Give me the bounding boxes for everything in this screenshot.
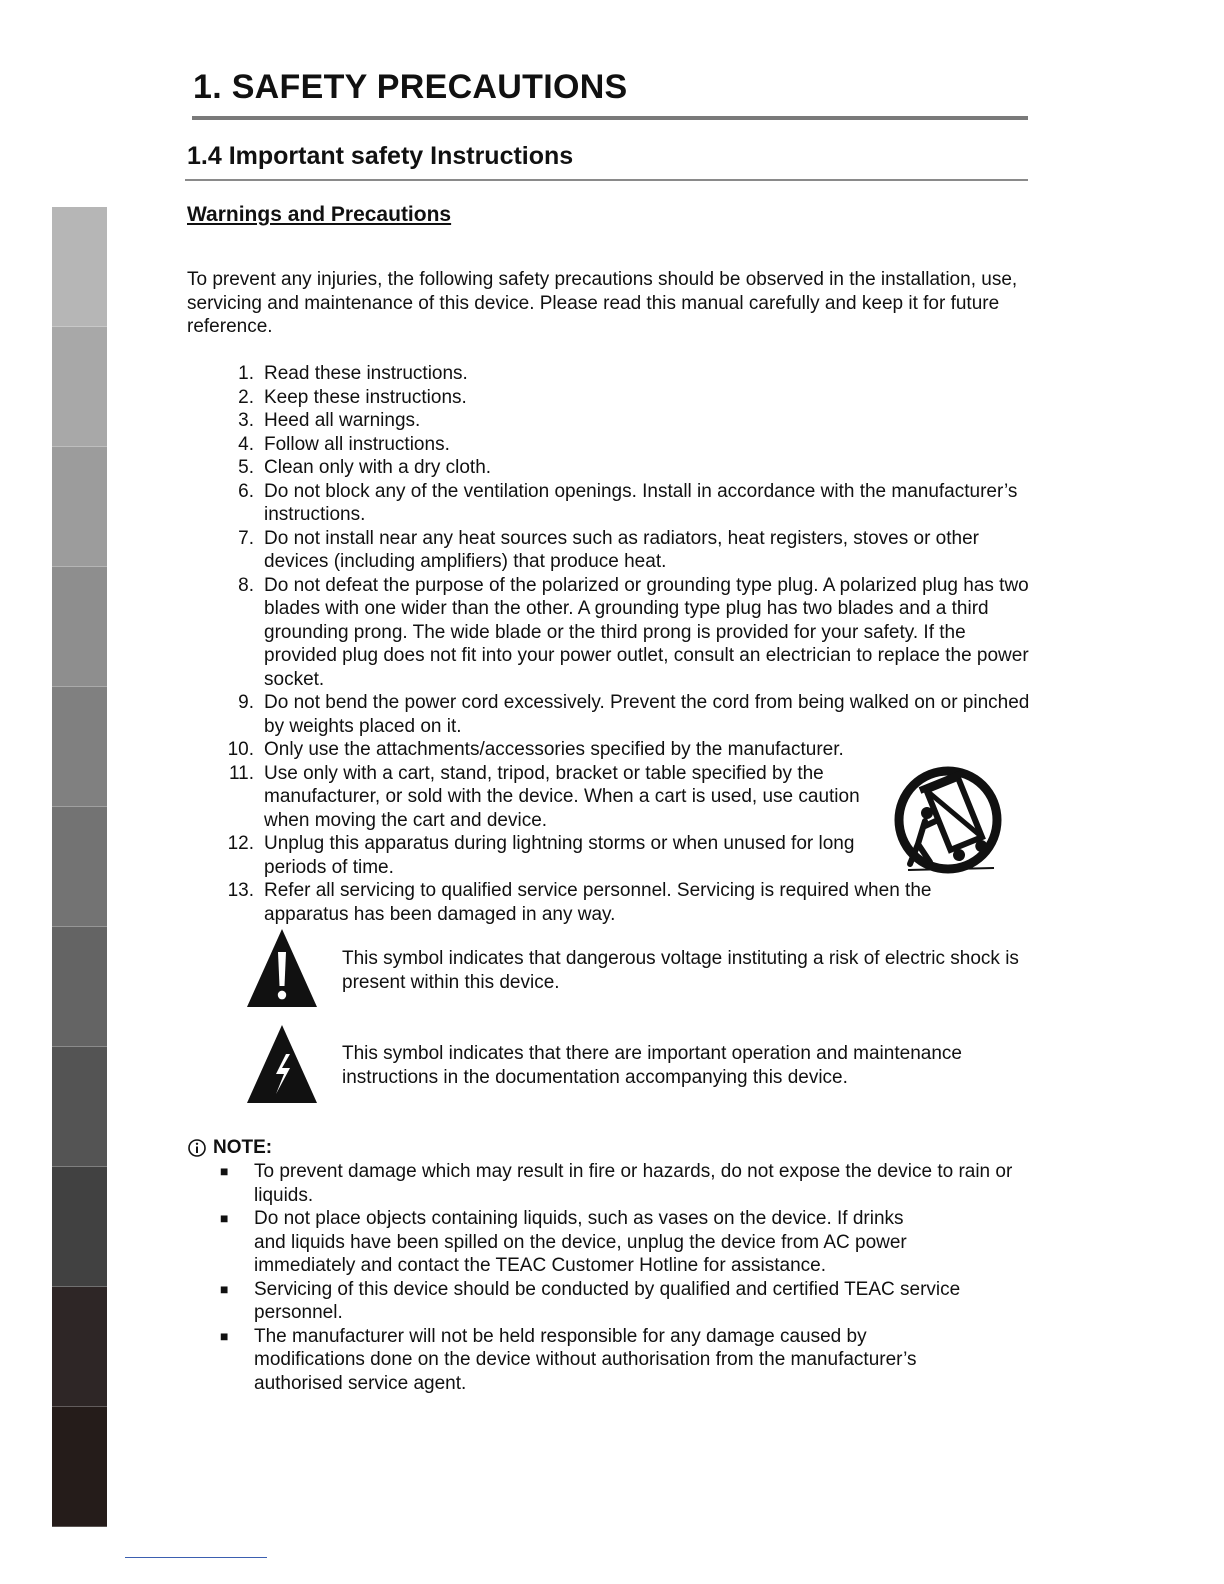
bullet-icon: ■ <box>220 1327 229 1344</box>
note-text: To prevent damage which may result in fire or hazards, do not expose the device to rain or liquids. <box>254 1161 1013 1206</box>
bullet-icon: ■ <box>220 1163 229 1179</box>
item-number: 3. <box>238 410 254 431</box>
side-tab-4 <box>52 567 107 687</box>
side-tab-3 <box>52 447 107 567</box>
item-number: 13. <box>227 880 254 901</box>
list-item <box>210 879 1040 926</box>
item-text: Do not defeat the purpose of the polarized or grounding type plug. A polarized plug has two blades with one wider than the other. A grounding type plug has two blades and a third grounding prong. The wide blade or the third prong is provided for your safety. If the provided plug does not fit into your power outlet, consult an electrician to replace the power socket. <box>264 574 1029 690</box>
note-text: The manufacturer will not be held responsible for any damage caused by modifications done on the device without authorisation from the manufacturer’s authorised service agent. <box>254 1325 917 1394</box>
item-text: Heed all warnings. <box>264 410 421 431</box>
list-item <box>210 362 1040 386</box>
note-list <box>216 1160 1026 1395</box>
item-text: Do not bend the power cord excessively. Prevent the cord from being walked on or pinched by weights placed on it. <box>264 692 1030 737</box>
item-text: Keep these instructions. <box>264 386 467 408</box>
list-item <box>210 691 1040 738</box>
item-number: 11. <box>228 762 254 784</box>
item-text: Do not block any of the ventilation openings. Install in accordance with the manufacturer’s instructions. <box>264 480 1018 525</box>
note-text: Servicing of this device should be conducted by qualified and certified TEAC service personnel. <box>254 1278 961 1323</box>
voltage-warning-text: This symbol indicates that dangerous voltage instituting a risk of electric shock is present within this device. <box>342 948 1019 993</box>
list-item <box>216 1325 1026 1396</box>
list-item <box>210 527 1040 574</box>
side-tab-8 <box>52 1047 107 1167</box>
note-label: NOTE: <box>213 1137 273 1158</box>
warnings-heading: Warnings and Precautions <box>187 203 452 226</box>
bullet-icon: ■ <box>220 1210 229 1226</box>
lightning-triangle-icon <box>246 1024 318 1104</box>
side-tab-2 <box>52 327 107 447</box>
list-item <box>210 738 1040 762</box>
instructions-warning-text: This symbol indicates that there are important operation and maintenance instructions in the documentation accompanying this device. <box>342 1043 962 1088</box>
cart-tipover-warning-icon <box>890 764 1006 878</box>
item-text: Do not install near any heat sources such as radiators, heat registers, stoves or other devices (including amplifiers) that produce heat. <box>264 527 979 572</box>
side-chapter-tabs <box>52 207 107 1527</box>
item-text: Use only with a cart, stand, tripod, bracket or table specified by the manufacturer, or sold with the device. When a cart is used, use caution when moving the cart and device. <box>264 762 860 831</box>
instructions-warning-row <box>246 1024 1036 1104</box>
exclamation-triangle-icon <box>246 928 318 1008</box>
title-divider <box>192 116 1028 120</box>
item-text: Follow all instructions. <box>264 433 450 455</box>
note-text: Do not place objects containing liquids, such as vases on the device. If drinks and liquids have been spilled on the device, unplug the device from AC power immediately and contact the TEAC Customer Hotline for assistance. <box>254 1208 907 1276</box>
voltage-warning-row <box>246 928 1036 1008</box>
item-number: 12. <box>227 833 254 854</box>
list-item <box>210 456 1040 480</box>
item-number: 8. <box>238 574 254 596</box>
page-title: 1. SAFETY PRECAUTIONS <box>193 68 628 106</box>
side-tab-6 <box>52 807 107 927</box>
list-item <box>216 1207 1026 1278</box>
side-tab-10 <box>52 1287 107 1407</box>
side-tab-9 <box>52 1167 107 1287</box>
item-number: 1. <box>238 363 254 384</box>
footer-line <box>125 1557 267 1558</box>
item-text: Only use the attachments/accessories specified by the manufacturer. <box>264 739 844 760</box>
item-number: 7. <box>238 527 254 549</box>
item-text: Unplug this apparatus during lightning storms or when unused for long periods of time. <box>264 833 855 878</box>
section-divider <box>185 179 1028 181</box>
list-item <box>210 409 1040 433</box>
list-item <box>216 1160 1026 1207</box>
list-item <box>210 574 1040 692</box>
section-title: 1.4 Important safety Instructions <box>187 142 574 170</box>
list-item <box>210 386 1040 410</box>
list-item <box>210 433 1040 457</box>
item-number: 6. <box>238 480 254 502</box>
item-number: 4. <box>238 433 254 455</box>
item-number: 9. <box>238 692 254 713</box>
side-tab-5 <box>52 687 107 807</box>
list-item <box>210 480 1040 527</box>
bullet-icon: ■ <box>220 1280 229 1297</box>
intro-paragraph: To prevent any injuries, the following safety precautions should be observed in the installation, use, servicing and maintenance of this device. Please read this manual carefully and keep it for future reference. <box>187 269 1018 338</box>
note-heading <box>187 1137 272 1159</box>
side-tab-7 <box>52 927 107 1047</box>
item-text: Read these instructions. <box>264 363 468 384</box>
info-icon <box>187 1138 207 1158</box>
side-tab-1 <box>52 207 107 327</box>
item-text: Clean only with a dry cloth. <box>264 457 492 478</box>
item-text: Refer all servicing to qualified service personnel. Servicing is required when the apparatus has been damaged in any way. <box>264 880 932 925</box>
item-number: 5. <box>238 457 254 478</box>
item-number: 2. <box>238 386 254 408</box>
list-item <box>216 1278 1026 1325</box>
item-number: 10. <box>227 739 254 760</box>
side-tab-11 <box>52 1407 107 1527</box>
